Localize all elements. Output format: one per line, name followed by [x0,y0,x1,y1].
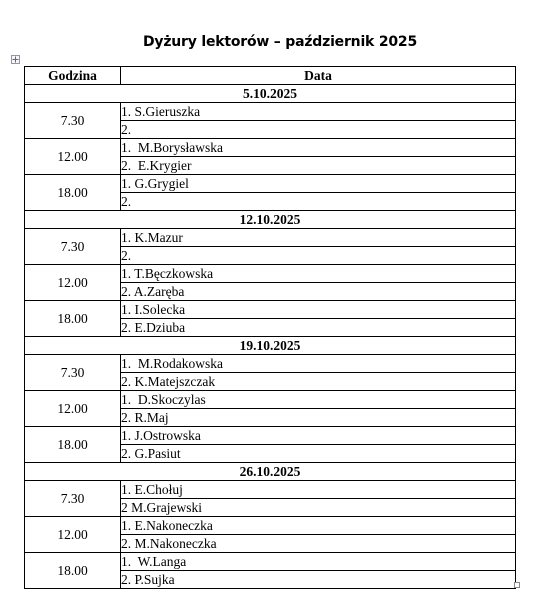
date-row [25,211,516,229]
table-row [25,265,516,283]
table-row [25,355,516,373]
reader-name-cell: 1. D.Skoczylas [121,391,516,409]
date-row [25,463,516,481]
hour-cell: 18.00 [25,301,121,337]
hour-cell: 7.30 [25,481,121,517]
header-data: Data [121,67,516,85]
reader-name-cell: 2. K.Matejszczak [121,373,516,391]
hour-cell: 12.00 [25,391,121,427]
hour-cell: 12.00 [25,517,121,553]
reader-name-cell: 2. P.Sujka [121,571,516,589]
table-row [25,139,516,157]
reader-name-cell: 1. S.Gieruszka [121,103,516,121]
table-row [25,301,516,319]
table-row [25,427,516,445]
reader-name-cell: 2 M.Grajewski [121,499,516,517]
reader-name-cell: 1. E.Chołuj [121,481,516,499]
hour-cell: 7.30 [25,103,121,139]
reader-name-cell: 2. M.Nakoneczka [121,535,516,553]
reader-name-cell: 1. G.Grygiel [121,175,516,193]
reader-name-cell: 1. J.Ostrowska [121,427,516,445]
table-resize-handle[interactable] [514,582,520,588]
reader-name-cell: 1. M.Rodakowska [121,355,516,373]
hour-cell: 18.00 [25,175,121,211]
reader-name-cell: 1. K.Mazur [121,229,516,247]
reader-name-cell: 2. E.Krygier [121,157,516,175]
hour-cell: 12.00 [25,139,121,175]
reader-name-cell: 2. R.Maj [121,409,516,427]
date-cell: 5.10.2025 [25,85,516,103]
date-cell: 19.10.2025 [25,337,516,355]
reader-name-cell: 2. A.Zaręba [121,283,516,301]
reader-name-cell: 2. [121,193,516,211]
table-move-handle-icon[interactable] [11,55,20,64]
reader-name-cell: 1. I.Solecka [121,301,516,319]
reader-name-cell: 2. [121,121,516,139]
hour-cell: 18.00 [25,553,121,589]
table-row [25,553,516,571]
reader-name-cell: 1. M.Borysławska [121,139,516,157]
table-row [25,103,516,121]
table-row [25,175,516,193]
hour-cell: 12.00 [25,265,121,301]
reader-name-cell: 1. W.Langa [121,553,516,571]
hour-cell: 7.30 [25,355,121,391]
document-title: Dyżury lektorów – październik 2025 [143,34,417,50]
table-row [25,229,516,247]
hour-cell: 7.30 [25,229,121,265]
date-cell: 12.10.2025 [25,211,516,229]
reader-name-cell: 2. E.Dziuba [121,319,516,337]
schedule-table [24,66,516,589]
table-header-row [25,67,516,85]
hour-cell: 18.00 [25,427,121,463]
header-hour: Godzina [25,67,121,85]
date-cell: 26.10.2025 [25,463,516,481]
table-row [25,481,516,499]
date-row [25,85,516,103]
reader-name-cell: 1. E.Nakoneczka [121,517,516,535]
reader-name-cell: 1. T.Bęczkowska [121,265,516,283]
reader-name-cell: 2. [121,247,516,265]
table-row [25,391,516,409]
date-row [25,337,516,355]
table-row [25,517,516,535]
reader-name-cell: 2. G.Pasiut [121,445,516,463]
